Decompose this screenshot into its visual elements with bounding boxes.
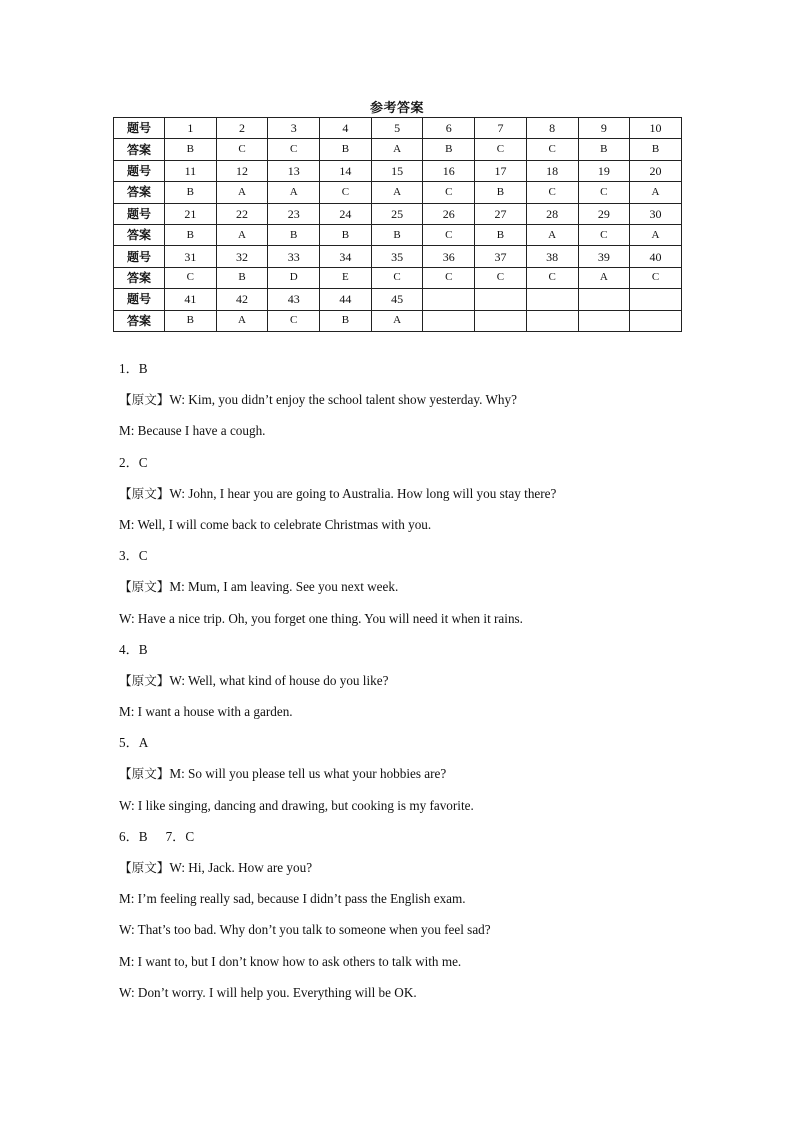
answer-cell: B bbox=[320, 139, 372, 160]
question-number-row bbox=[114, 118, 682, 139]
answer-cell: C bbox=[423, 267, 475, 288]
question-number-row bbox=[114, 203, 682, 224]
question-number-cell: 28 bbox=[526, 203, 578, 224]
answer-cell: C bbox=[526, 267, 578, 288]
answer-cell: B bbox=[630, 139, 682, 160]
question-number-cell: 29 bbox=[578, 203, 630, 224]
answer-cell: A bbox=[371, 182, 423, 203]
question-number-cell: 10 bbox=[630, 118, 682, 139]
answer-row bbox=[114, 310, 682, 331]
question-number-cell: 8 bbox=[526, 118, 578, 139]
dialogue-text: M: I’m feeling really sad, because I didn’t pass the English exam. bbox=[119, 891, 466, 907]
answer-label: 答案 bbox=[114, 267, 165, 288]
answer-cell: C bbox=[371, 267, 423, 288]
original-text-tag: 【原文】 bbox=[119, 860, 170, 875]
transcript-line bbox=[119, 390, 719, 421]
transcript-section bbox=[119, 359, 719, 1014]
answer-cell: B bbox=[165, 310, 217, 331]
question-number-cell: 30 bbox=[630, 203, 682, 224]
answer-cell: E bbox=[320, 267, 372, 288]
question-number-cell: 4 bbox=[320, 118, 372, 139]
question-number-cell: 18 bbox=[526, 160, 578, 181]
question-number-cell: 12 bbox=[216, 160, 268, 181]
question-number-row bbox=[114, 160, 682, 181]
answer-cell: B bbox=[320, 310, 372, 331]
answer-cell: C bbox=[630, 267, 682, 288]
transcript-line bbox=[119, 421, 719, 452]
answer-label: 答案 bbox=[114, 139, 165, 160]
question-number-cell: 21 bbox=[165, 203, 217, 224]
question-number-cell: 43 bbox=[268, 289, 320, 310]
answer-key: 3．C bbox=[119, 548, 148, 564]
question-number-cell bbox=[423, 289, 475, 310]
transcript-line bbox=[119, 484, 719, 515]
answer-cell: A bbox=[216, 310, 268, 331]
answer-key: 2．C bbox=[119, 454, 148, 470]
answer-key-line bbox=[119, 827, 719, 858]
answer-table-title: 参考答案 bbox=[369, 101, 424, 116]
question-number-cell: 11 bbox=[165, 160, 217, 181]
question-number-cell bbox=[630, 289, 682, 310]
question-number-cell: 41 bbox=[165, 289, 217, 310]
dialogue-text: M: Well, I will come back to celebrate Christmas with you. bbox=[119, 516, 432, 532]
question-number-cell: 6 bbox=[423, 118, 475, 139]
dialogue-text: W: Well, what kind of house do you like? bbox=[169, 672, 389, 688]
answer-cell: A bbox=[216, 182, 268, 203]
transcript-line bbox=[119, 983, 719, 1014]
answer-row bbox=[114, 182, 682, 203]
transcript-line bbox=[119, 858, 719, 889]
answer-cell: C bbox=[475, 139, 527, 160]
dialogue-text: W: John, I hear you are going to Australia. How long will you stay there? bbox=[169, 485, 557, 501]
question-number-cell: 38 bbox=[526, 246, 578, 267]
question-number-cell: 22 bbox=[216, 203, 268, 224]
question-number-cell bbox=[526, 289, 578, 310]
answer-key-line bbox=[119, 546, 719, 577]
original-text-tag: 【原文】 bbox=[119, 766, 170, 782]
answer-key-line bbox=[119, 453, 719, 484]
question-number-cell: 15 bbox=[371, 160, 423, 181]
answer-cell: B bbox=[268, 224, 320, 245]
original-text-tag: 【原文】 bbox=[119, 485, 170, 501]
transcript-line bbox=[119, 577, 719, 608]
question-number-cell: 7 bbox=[475, 118, 527, 139]
question-number-cell: 32 bbox=[216, 246, 268, 267]
answer-cell: B bbox=[165, 139, 217, 160]
answer-cell: D bbox=[268, 267, 320, 288]
answer-cell: A bbox=[630, 224, 682, 245]
transcript-line bbox=[119, 796, 719, 827]
transcript-line bbox=[119, 952, 719, 983]
question-number-cell: 1 bbox=[165, 118, 217, 139]
answer-cell: C bbox=[165, 267, 217, 288]
original-text-tag: 【原文】 bbox=[119, 579, 170, 595]
answer-key-line bbox=[119, 733, 719, 764]
question-number-cell: 40 bbox=[630, 246, 682, 267]
question-number-cell: 3 bbox=[268, 118, 320, 139]
answer-cell bbox=[578, 310, 630, 331]
dialogue-text: W: I like singing, dancing and drawing, but cooking is my favorite. bbox=[119, 797, 474, 813]
answer-cell: C bbox=[423, 224, 475, 245]
question-number-row bbox=[114, 246, 682, 267]
question-number-label: 题号 bbox=[114, 160, 165, 181]
answer-table bbox=[113, 117, 682, 332]
answer-cell: B bbox=[423, 139, 475, 160]
answer-cell: A bbox=[630, 182, 682, 203]
question-number-cell: 39 bbox=[578, 246, 630, 267]
answer-cell: A bbox=[371, 310, 423, 331]
question-number-cell bbox=[475, 289, 527, 310]
question-number-cell: 17 bbox=[475, 160, 527, 181]
transcript-line bbox=[119, 609, 719, 640]
answer-label: 答案 bbox=[114, 182, 165, 203]
answer-cell: B bbox=[475, 182, 527, 203]
dialogue-text: M: I want to, but I don’t know how to ask others to talk with me. bbox=[119, 953, 462, 969]
answer-key-line bbox=[119, 640, 719, 671]
dialogue-text: W: Have a nice trip. Oh, you forget one thing. You will need it when it rains. bbox=[119, 610, 523, 626]
question-number-row bbox=[114, 289, 682, 310]
answer-cell bbox=[475, 310, 527, 331]
answer-cell: A bbox=[371, 139, 423, 160]
answer-cell: C bbox=[475, 267, 527, 288]
question-number-cell: 35 bbox=[371, 246, 423, 267]
question-number-label: 题号 bbox=[114, 289, 165, 310]
answer-key-line bbox=[119, 359, 719, 390]
answer-cell: A bbox=[526, 224, 578, 245]
dialogue-text: W: Hi, Jack. How are you? bbox=[169, 860, 313, 875]
question-number-cell: 33 bbox=[268, 246, 320, 267]
answer-cell: A bbox=[578, 267, 630, 288]
question-number-cell: 23 bbox=[268, 203, 320, 224]
question-number-cell: 20 bbox=[630, 160, 682, 181]
answer-cell: C bbox=[578, 224, 630, 245]
answer-key: 7．C bbox=[165, 828, 195, 844]
question-number-label: 题号 bbox=[114, 118, 165, 139]
question-number-cell: 45 bbox=[371, 289, 423, 310]
question-number-cell: 24 bbox=[320, 203, 372, 224]
answer-label: 答案 bbox=[114, 224, 165, 245]
dialogue-text: M: So will you please tell us what your hobbies are? bbox=[169, 766, 447, 782]
answer-key: 5．A bbox=[119, 735, 149, 751]
dialogue-text: M: Mum, I am leaving. See you next week. bbox=[169, 579, 399, 595]
answer-key: 4．B bbox=[119, 641, 148, 657]
original-text-tag: 【原文】 bbox=[119, 392, 170, 408]
question-number-cell: 42 bbox=[216, 289, 268, 310]
question-number-cell: 9 bbox=[578, 118, 630, 139]
answer-cell: C bbox=[526, 182, 578, 203]
answer-cell: B bbox=[578, 139, 630, 160]
answer-cell: B bbox=[165, 182, 217, 203]
answer-row bbox=[114, 224, 682, 245]
answer-cell: C bbox=[268, 139, 320, 160]
answer-cell: C bbox=[578, 182, 630, 203]
answer-row bbox=[114, 267, 682, 288]
answer-cell: A bbox=[216, 224, 268, 245]
answer-label: 答案 bbox=[114, 310, 165, 331]
question-number-cell bbox=[578, 289, 630, 310]
question-number-cell: 26 bbox=[423, 203, 475, 224]
transcript-line bbox=[119, 671, 719, 702]
answer-cell: B bbox=[371, 224, 423, 245]
question-number-cell: 25 bbox=[371, 203, 423, 224]
answer-cell: B bbox=[475, 224, 527, 245]
question-number-cell: 13 bbox=[268, 160, 320, 181]
question-number-cell: 34 bbox=[320, 246, 372, 267]
transcript-line bbox=[119, 702, 719, 733]
question-number-cell: 44 bbox=[320, 289, 372, 310]
original-text-tag: 【原文】 bbox=[119, 672, 170, 688]
answer-cell: C bbox=[268, 310, 320, 331]
question-number-cell: 16 bbox=[423, 160, 475, 181]
answer-cell: A bbox=[268, 182, 320, 203]
answer-cell: C bbox=[526, 139, 578, 160]
transcript-line bbox=[119, 920, 719, 951]
answer-cell bbox=[526, 310, 578, 331]
question-number-cell: 19 bbox=[578, 160, 630, 181]
dialogue-text: W: Kim, you didn’t enjoy the school talent show yesterday. Why? bbox=[169, 392, 517, 408]
dialogue-text: M: I want a house with a garden. bbox=[119, 704, 293, 720]
dialogue-text: W: Don’t worry. I will help you. Everything will be OK. bbox=[119, 984, 417, 1000]
question-number-cell: 37 bbox=[475, 246, 527, 267]
question-number-cell: 14 bbox=[320, 160, 372, 181]
question-number-cell: 5 bbox=[371, 118, 423, 139]
dialogue-text: W: That’s too bad. Why don’t you talk to someone when you feel sad? bbox=[119, 922, 491, 938]
answer-row bbox=[114, 139, 682, 160]
transcript-line bbox=[119, 889, 719, 920]
answer-cell bbox=[423, 310, 475, 331]
answer-cell: B bbox=[216, 267, 268, 288]
answer-cell: B bbox=[165, 224, 217, 245]
answer-cell: B bbox=[320, 224, 372, 245]
answer-cell: C bbox=[423, 182, 475, 203]
transcript-line bbox=[119, 764, 719, 795]
answer-cell: C bbox=[320, 182, 372, 203]
question-number-cell: 27 bbox=[475, 203, 527, 224]
question-number-cell: 36 bbox=[423, 246, 475, 267]
question-number-label: 题号 bbox=[114, 246, 165, 267]
question-number-label: 题号 bbox=[114, 203, 165, 224]
transcript-line bbox=[119, 515, 719, 546]
answer-cell: C bbox=[216, 139, 268, 160]
answer-cell bbox=[630, 310, 682, 331]
answer-key: 1．B bbox=[119, 361, 148, 376]
question-number-cell: 2 bbox=[216, 118, 268, 139]
question-number-cell: 31 bbox=[165, 246, 217, 267]
answer-key: 6．B bbox=[119, 828, 148, 844]
dialogue-text: M: Because I have a cough. bbox=[119, 423, 266, 439]
